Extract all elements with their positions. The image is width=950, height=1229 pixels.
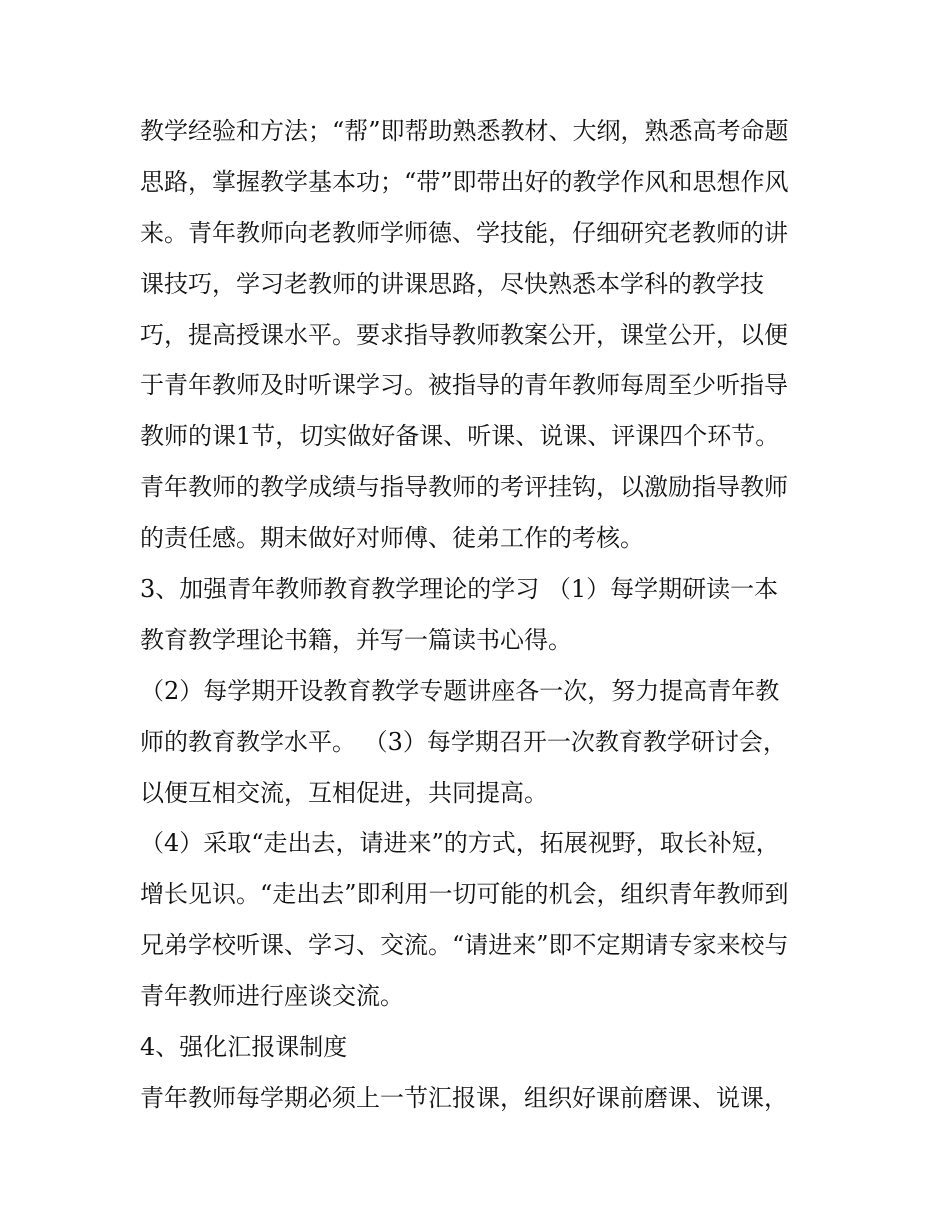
text-line: 师的教育教学水平。 （3）每学期召开一次教育教学研讨会， — [140, 727, 787, 756]
text-line: 青年教师每学期必须上一节汇报课，组织好课前磨课、说课， — [140, 1083, 788, 1112]
section-heading-3: 3、加强青年教师教育教学理论的学习 （1）每学期研读一本 — [140, 575, 779, 604]
text-line: 以便互相交流，互相促进，共同提高。 — [140, 778, 548, 807]
text-line: 教师的课1节，切实做好备课、听课、说课、评课四个环节。 — [140, 422, 780, 451]
text-line: 于青年教师及时听课学习。被指导的青年教师每周至少听指导 — [140, 371, 788, 400]
text-line: 教学经验和方法；“帮”即帮助熟悉教材、大纲，熟悉高考命题 — [140, 117, 789, 145]
text-line: 青年教师进行座谈交流。 — [140, 982, 404, 1011]
section-heading-4: 4、强化汇报课制度 — [140, 1033, 348, 1062]
text-line: 思路，掌握教学基本功；“带”即带出好的教学作风和思想作风 — [140, 167, 789, 196]
body-text — [140, 106, 830, 1124]
text-line: 的责任感。期末做好对师傅、徒弟工作的考核。 — [140, 524, 644, 553]
text-line: 课技巧，学习老教师的讲课思路，尽快熟悉本学科的教学技 — [140, 269, 764, 298]
text-line: 兄弟学校听课、学习、交流。“请进来”即不定期请专家来校与 — [140, 931, 789, 960]
text-line: 增长见识。“走出去”即利用一切可能的机会，组织青年教师到 — [140, 880, 789, 909]
text-line: （4）采取“走出去，请进来”的方式，拓展视野，取长补短， — [140, 829, 780, 858]
text-line: （2）每学期开设教育教学专题讲座各一次，努力提高青年教 — [140, 676, 780, 705]
text-line: 教育教学理论书籍，并写一篇读书心得。 — [140, 625, 572, 654]
text-line: 巧，提高授课水平。要求指导教师教案公开，课堂公开，以便 — [140, 320, 788, 349]
text-line: 来。青年教师向老教师学师德、学技能，仔细研究老教师的讲 — [140, 218, 788, 247]
text-line: 青年教师的教学成绩与指导教师的考评挂钩，以激励指导教师 — [140, 473, 788, 502]
